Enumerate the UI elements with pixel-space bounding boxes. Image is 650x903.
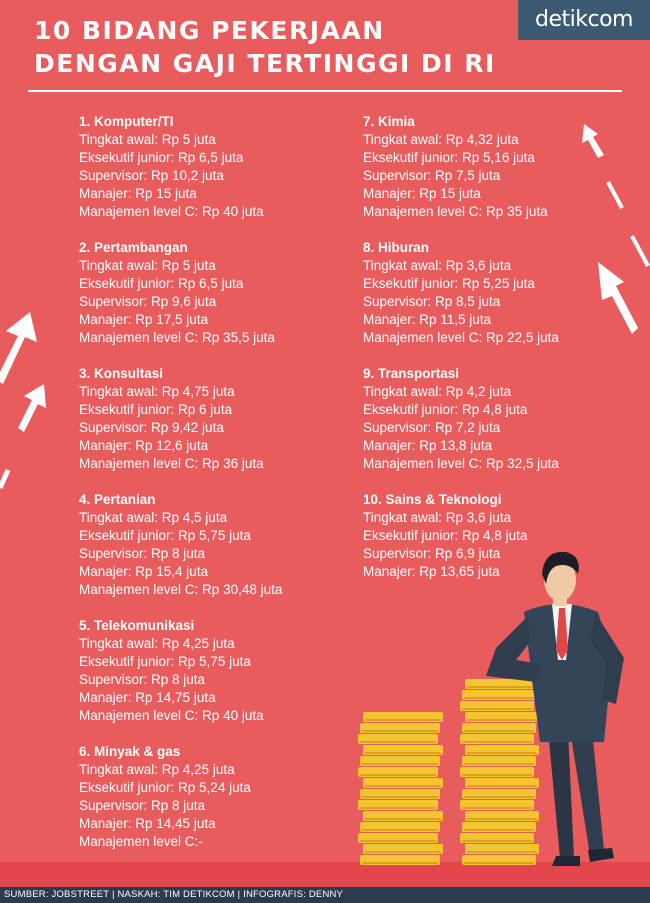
- salary-line: Supervisor: Rp 8 juta: [79, 672, 206, 687]
- job-field-section: [79, 617, 354, 725]
- salary-line: Manajemen level C: Rp 40 juta: [79, 204, 264, 219]
- job-field-section: [363, 491, 638, 581]
- coin-edge: [360, 840, 436, 842]
- coin-edge: [464, 763, 534, 765]
- salary-line: Manajer: Rp 13,8 juta: [363, 438, 493, 453]
- job-field-section: [363, 113, 638, 221]
- coin-stack-icon: [460, 679, 539, 865]
- salary-line: Supervisor: Rp 7,2 juta: [363, 420, 501, 435]
- coin-edge: [464, 697, 534, 699]
- title-line-2: DENGAN GAJI TERTINGGI DI RI: [34, 49, 496, 78]
- coin-edge: [462, 774, 532, 776]
- salary-line: Manajer: Rp 15,4 juta: [79, 564, 209, 579]
- job-field-title: 7. Kimia: [363, 114, 415, 129]
- salary-line: Tingkat awal: Rp 4,5 juta: [79, 510, 228, 525]
- coin-edge: [462, 741, 532, 743]
- coin-edge: [362, 829, 438, 831]
- coin-edge: [362, 796, 438, 798]
- salary-line: Manajer: Rp 11,5 juta: [363, 312, 492, 327]
- salary-line: Supervisor: Rp 10,2 juta: [79, 168, 224, 183]
- job-field-title: 6. Minyak & gas: [79, 744, 181, 759]
- salary-line: Supervisor: Rp 7,5 juta: [363, 168, 501, 183]
- coin-edge: [360, 807, 436, 809]
- job-field-title: 2. Pertambangan: [79, 240, 188, 255]
- salary-line: Supervisor: Rp 8 juta: [79, 546, 206, 561]
- salary-line: Manajemen level C: Rp 40 juta: [79, 708, 264, 723]
- salary-line: Manajer: Rp 15 juta: [363, 186, 481, 201]
- left-column: [79, 113, 354, 869]
- salary-line: Supervisor: Rp 6,9 juta: [363, 546, 501, 561]
- coin-edge: [464, 796, 534, 798]
- coin-edge: [467, 818, 537, 820]
- salary-line: Manajer: Rp 14,75 juta: [79, 690, 216, 705]
- salary-line: Tingkat awal: Rp 4,25 juta: [79, 762, 235, 777]
- detikcom-logo[interactable]: detikcom: [518, 0, 650, 40]
- coin-edge: [464, 829, 534, 831]
- credits-footer: SUMBER: JOBSTREET | NASKAH: TIM DETIKCOM | INFOGRAFIS: DENNY: [0, 887, 650, 903]
- salary-line: Manajemen level C: Rp 35 juta: [363, 204, 548, 219]
- job-field-title: 5. Telekomunikasi: [79, 618, 195, 633]
- coin-edge: [360, 774, 436, 776]
- salary-line: Supervisor: Rp 9,42 juta: [79, 420, 224, 435]
- salary-line: Manajemen level C: Rp 22,5 juta: [363, 330, 559, 345]
- coin-edge: [462, 840, 532, 842]
- salary-line: Manajemen level C: Rp 36 juta: [79, 456, 264, 471]
- salary-line: Eksekutif junior: Rp 5,24 juta: [79, 780, 251, 795]
- job-field-section: [363, 365, 638, 473]
- arrow-up-icon: [0, 312, 37, 384]
- right-column: [363, 113, 638, 599]
- coin-edge: [362, 763, 438, 765]
- salary-line: Manajer: Rp 14,45 juta: [79, 816, 216, 831]
- coin-edge: [360, 741, 436, 743]
- salary-line: Tingkat awal: Rp 4,75 juta: [79, 384, 235, 399]
- salary-line: Tingkat awal: Rp 4,2 juta: [363, 384, 512, 399]
- coin-edge: [467, 686, 537, 688]
- salary-line: Manajer: Rp 15 juta: [79, 186, 197, 201]
- salary-line: Tingkat awal: Rp 3,6 juta: [363, 510, 512, 525]
- coin-edge: [362, 862, 438, 864]
- salary-line: Manajemen level C: Rp 32,5 juta: [363, 456, 559, 471]
- salary-line: Tingkat awal: Rp 5 juta: [79, 132, 216, 147]
- arrow-up-icon: [18, 384, 46, 432]
- salary-line: Eksekutif junior: Rp 6,5 juta: [79, 150, 244, 165]
- salary-line: Manajer: Rp 13,65 juta: [363, 564, 500, 579]
- coin-edge: [362, 730, 438, 732]
- job-field-title: 1. Komputer/TI: [79, 114, 174, 129]
- coin-edge: [365, 752, 441, 754]
- coin-edge: [365, 785, 441, 787]
- salary-line: Manajemen level C: Rp 30,48 juta: [79, 582, 283, 597]
- coin-edge: [467, 752, 537, 754]
- salary-line: Manajer: Rp 17,5 juta: [79, 312, 209, 327]
- coin-edge: [365, 719, 441, 721]
- coin-edge: [464, 730, 534, 732]
- salary-line: Eksekutif junior: Rp 6,5 juta: [79, 276, 244, 291]
- coin-edge: [462, 807, 532, 809]
- salary-line: Supervisor: Rp 9,6 juta: [79, 294, 217, 309]
- job-field-section: [79, 743, 354, 851]
- salary-line: Manajemen level C: Rp 35,5 juta: [79, 330, 275, 345]
- job-field-section: [79, 491, 354, 599]
- coin-edge: [464, 862, 534, 864]
- coin-edge: [467, 851, 537, 853]
- coin-edge: [467, 719, 537, 721]
- salary-line: Eksekutif junior: Rp 4,8 juta: [363, 528, 528, 543]
- job-field-section: [79, 239, 354, 347]
- job-field-title: 3. Konsultasi: [79, 366, 164, 381]
- job-field-section: [79, 365, 354, 473]
- salary-line: Eksekutif junior: Rp 5,25 juta: [363, 276, 535, 291]
- coin-edge: [365, 818, 441, 820]
- coin-edge: [467, 785, 537, 787]
- job-field-section: [79, 113, 354, 221]
- arrow-tail: [0, 470, 8, 488]
- salary-line: Eksekutif junior: Rp 5,16 juta: [363, 150, 535, 165]
- salary-line: Eksekutif junior: Rp 4,8 juta: [363, 402, 528, 417]
- salary-line: Tingkat awal: Rp 4,32 juta: [363, 132, 519, 147]
- coin-edge: [462, 708, 532, 710]
- job-field-title: 8. Hiburan: [363, 240, 430, 255]
- job-field-title: 9. Transportasi: [363, 366, 460, 381]
- salary-line: Tingkat awal: Rp 4,25 juta: [79, 636, 235, 651]
- title-line-1: 10 BIDANG PEKERJAAN: [34, 16, 385, 45]
- salary-line: Tingkat awal: Rp 5 juta: [79, 258, 216, 273]
- salary-line: Supervisor: Rp 8,5 juta: [363, 294, 501, 309]
- salary-line: Eksekutif junior: Rp 6 juta: [79, 402, 233, 417]
- salary-line: Manajer: Rp 12,6 juta: [79, 438, 209, 453]
- coin-edge: [365, 851, 441, 853]
- salary-line: Eksekutif junior: Rp 5,75 juta: [79, 654, 251, 669]
- salary-line: Tingkat awal: Rp 3,6 juta: [363, 258, 512, 273]
- coin-stack-icon: [358, 712, 443, 865]
- salary-line: Supervisor: Rp 8 juta: [79, 798, 206, 813]
- salary-line: Eksekutif junior: Rp 5,75 juta: [79, 528, 251, 543]
- salary-line: Manajemen level C:-: [79, 834, 203, 849]
- job-field-title: 10. Sains & Teknologi: [363, 492, 502, 507]
- job-field-section: [363, 239, 638, 347]
- job-field-title: 4. Pertanian: [79, 492, 156, 507]
